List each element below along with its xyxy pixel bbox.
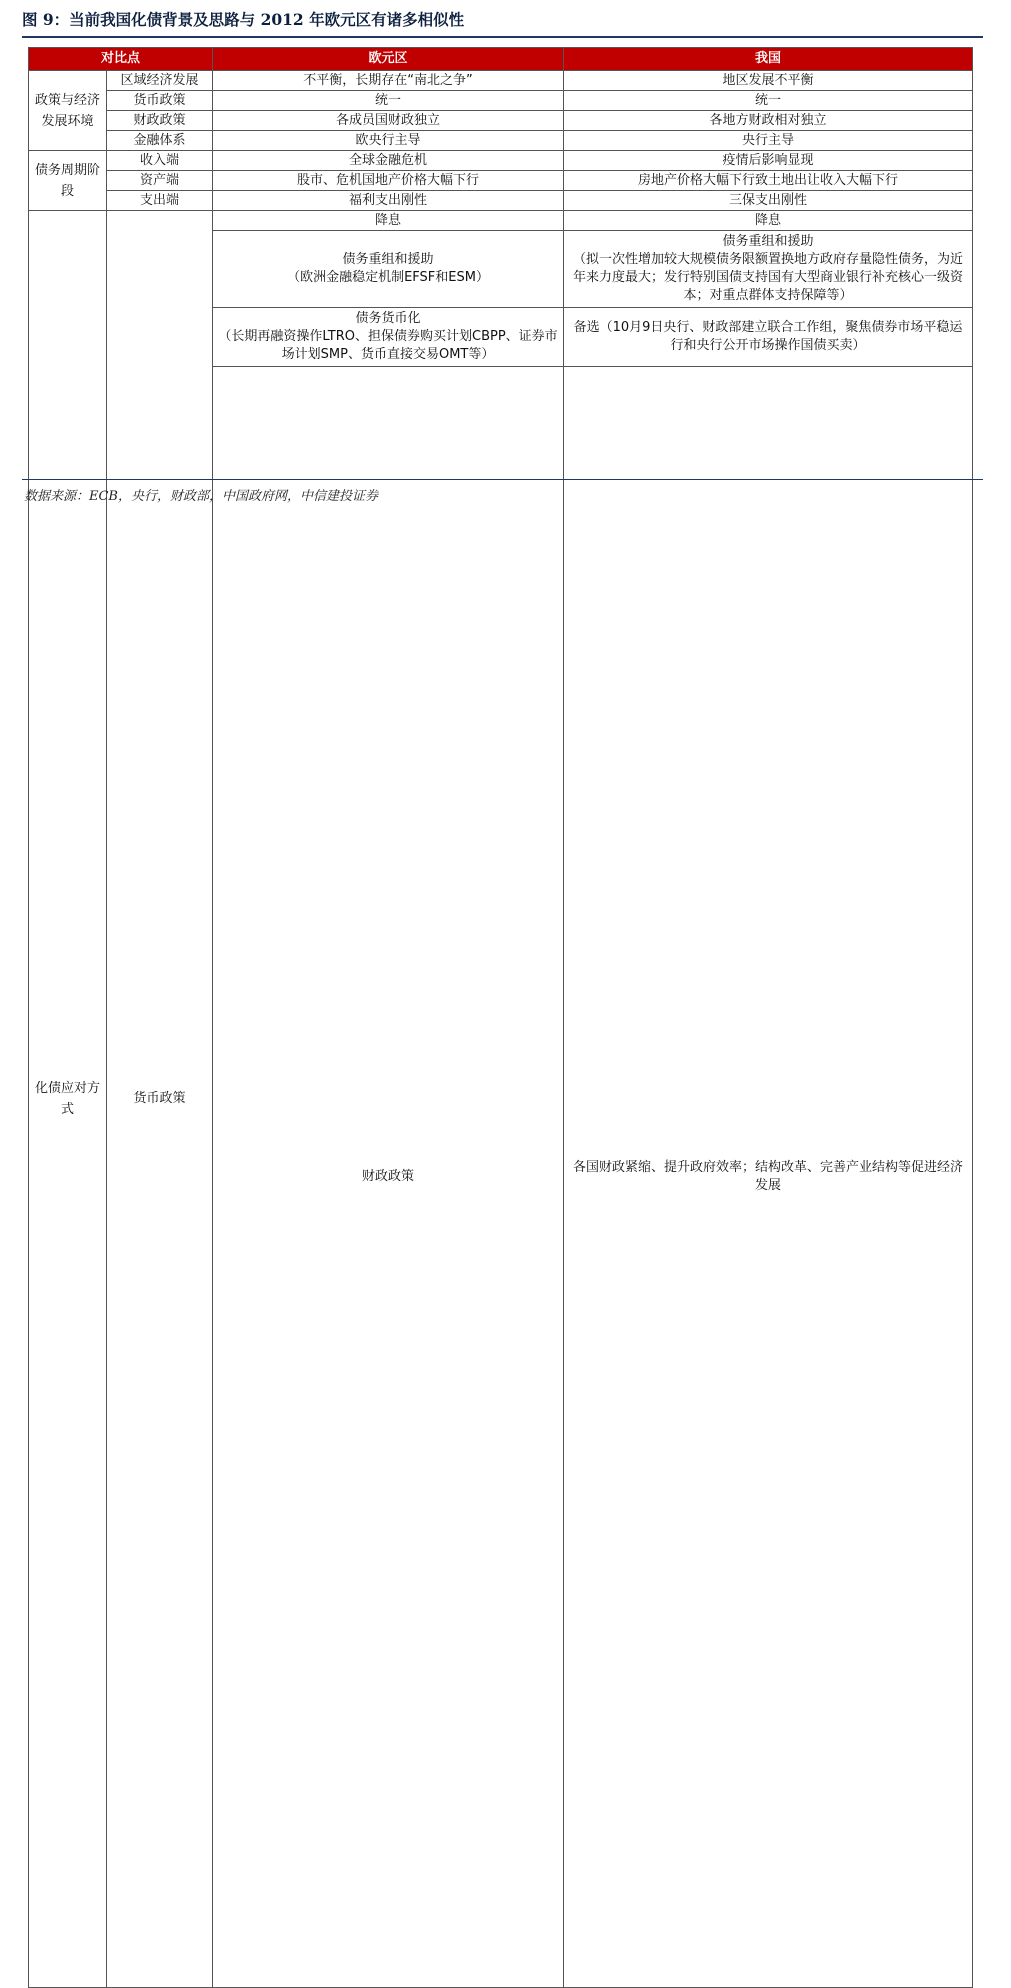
eu-monetize [213,308,564,367]
row-label: 财政政策 [107,111,213,131]
table-row [29,171,973,191]
cn-cell: 央行主导 [564,131,973,151]
group-policy-env: 政策与经济发展环境 [29,71,107,151]
header-compare: 对比点 [29,48,213,71]
cn-restructure-body: （拟一次性增加较大规模债务限额置换地方政府存量隐性债务，为近年来力度最大；发行特别国债支持国有大型商业银行补充核心一级资本；对重点群体支持保障等） [573,252,964,303]
group-resolution: 化债应对方式 [29,211,107,1988]
row-label: 支出端 [107,191,213,211]
eu-monetize-body: （长期再融资操作LTRO、担保债券购买计划CBPP、证券市场计划SMP、货币直接交易OMT等） [218,329,558,362]
cn-monetize: 备选（10月9日央行、财政部建立联合工作组，聚焦债券市场平稳运行和央行公开市场操作国债买卖） [564,308,973,367]
header-row [29,48,973,71]
cn-cell: 地区发展不平衡 [564,71,973,91]
header-eurozone: 欧元区 [213,48,564,71]
table-row [29,91,973,111]
eu-restructure-title: 债务重组和援助 [342,252,434,267]
row-label: 货币政策 [107,91,213,111]
cn-cell: 疫情后影响显现 [564,151,973,171]
row-label: 区域经济发展 [107,71,213,91]
eu-cell: 不平衡，长期存在“南北之争” [213,71,564,91]
cn-cell: 各地方财政相对独立 [564,111,973,131]
row-label-fiscal: 财政政策 [213,367,564,1988]
table-row [29,211,973,231]
title-rule [22,36,983,38]
header-china: 我国 [564,48,973,71]
eu-cell: 股市、危机国地产价格大幅下行 [213,171,564,191]
eu-monetize-title: 债务货币化 [355,311,421,326]
row-label: 资产端 [107,171,213,191]
cn-cell: 统一 [564,91,973,111]
row-label: 金融体系 [107,131,213,151]
cn-cell: 三保支出刚性 [564,191,973,211]
figure-title: 图 9：当前我国化债背景及思路与 2012 年欧元区有诸多相似性 [22,10,465,29]
eu-cell: 福利支出刚性 [213,191,564,211]
table-row [29,71,973,91]
row-label: 收入端 [107,151,213,171]
cn-cell: 房地产价格大幅下行致土地出让收入大幅下行 [564,171,973,191]
bottom-rule [22,479,983,480]
eu-restructure [213,231,564,308]
eu-cell: 欧央行主导 [213,131,564,151]
table-row [29,151,973,171]
eu-cell: 各成员国财政独立 [213,111,564,131]
row-label-monetary: 货币政策 [107,211,213,1988]
eu-fiscal: 各国财政紧缩、提升政府效率；结构改革、完善产业结构等促进经济发展 [564,367,973,1988]
table-row [29,131,973,151]
group-debt-cycle: 债务周期阶段 [29,151,107,211]
eu-cell: 统一 [213,91,564,111]
cn-restructure [564,231,973,308]
eu-cell: 全球金融危机 [213,151,564,171]
table-row [29,191,973,211]
table-row [29,111,973,131]
comparison-table [28,47,973,1988]
eu-rate-cut: 降息 [213,211,564,231]
cn-restructure-title: 债务重组和援助 [722,234,814,249]
eu-restructure-body: （欧洲金融稳定机制EFSF和ESM） [287,270,489,285]
source-note: 数据来源：ECB，央行，财政部，中国政府网，中信建投证券 [24,489,378,504]
cn-rate-cut: 降息 [564,211,973,231]
